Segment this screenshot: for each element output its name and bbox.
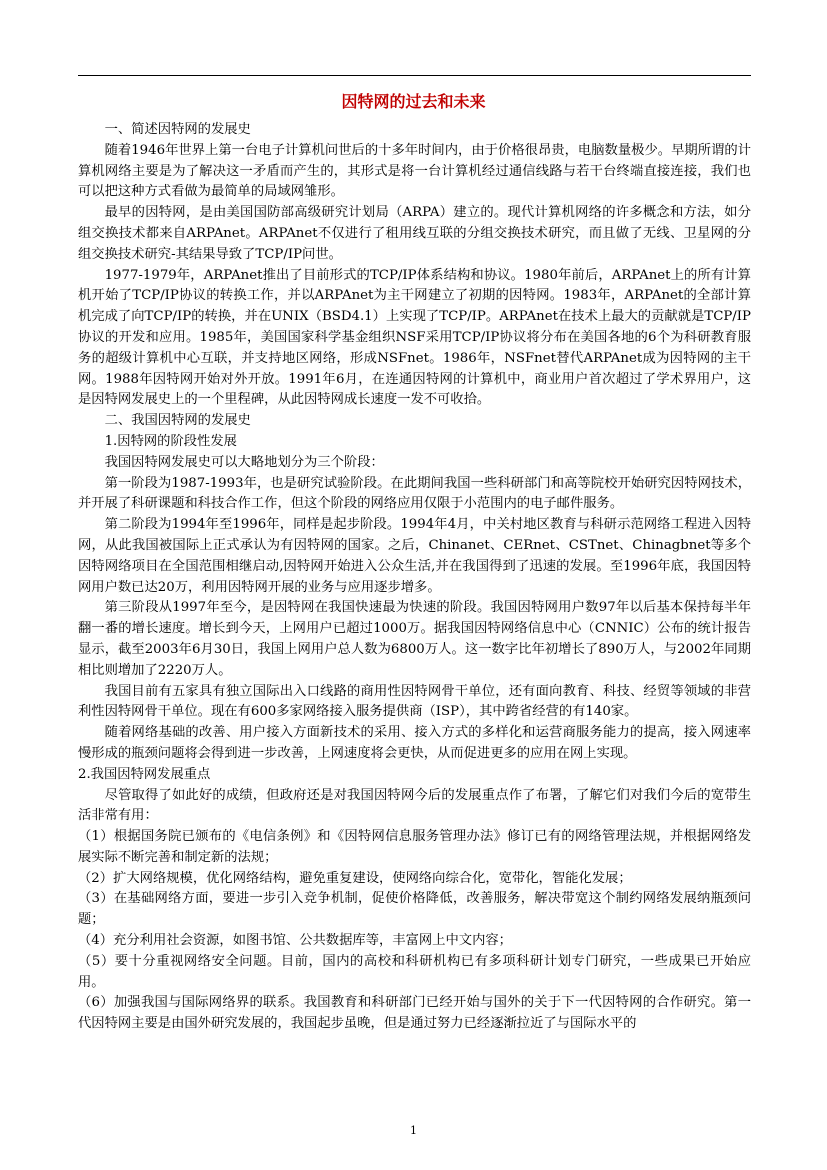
paragraph: 1.因特网的阶段性发展 — [104, 433, 237, 449]
paragraph: 第三阶段从1997年至今，是因特网在我国快速最为快速的阶段。我国因特网用户数97年以后基本保持每半年翻一番的增长速度。增长到今天，上网用户已超过1000万。据我国因特网络信息中心（CNNIC）公布的统计报告显示，截至2003年6月30日，我国上网用户总人数为6800万人。这一数字比年初增长了890万人，与2002年同期相比则增加了2220万人。 — [78, 600, 751, 678]
paragraph: 随着1946年世界上第一台电子计算机问世后的十多年时间内，由于价格很昂贵，电脑数量极少。早期所谓的计算机网络主要是为了解决这一矛盾而产生的，其形式是将一台计算机经过通信线路与若干台终端直接连接，我们也可以把这种方式看做为最简单的局域网雏形。 — [78, 142, 751, 200]
list-item: （2）扩大网络规模，优化网络结构，避免重复建设，使网络向综合化，宽带化，智能化发展； — [78, 870, 632, 886]
paragraph: 尽管取得了如此好的成绩，但政府还是对我国因特网今后的发展重点作了布署，了解它们对我们今后的宽带生活非常有用： — [78, 787, 751, 824]
page-number: 1 — [410, 1124, 417, 1137]
paragraph: 最早的因特网，是由美国国防部高级研究计划局（ARPA）建立的。现代计算机网络的许多概念和方法，如分组交换技术都来自ARPAnet。ARPAnet不仅进行了租用线互联的分组交换技术研究，而且做了无线、卫星网的分组交换技术研究-其结果导致了TCP/IP问世。 — [78, 205, 751, 262]
list-item: （1）根据国务院已颁布的《电信条例》和《因特网信息服务管理办法》修订已有的网络管理法规，并根据网络发展实际不断完善和制定新的法规； — [78, 829, 751, 865]
paragraph: 第二阶段为1994年至1996年，同样是起步阶段。1994年4月，中关村地区教育与科研示范网络工程进入因特网，从此我国被国际上正式承认为有因特网的国家。之后，Chinanet、CERnet、CSTnet、Chinagbnet等多个因特网络项目在全国范围相继启动,因特网开始进入公众生活,并在我国得到了迅速的发展。至1996年底，我国因特网用户数已达20万，利用因特网开展的业务与应用逐步增多。 — [78, 517, 751, 595]
paragraph: 第一阶段为1987-1993年，也是研究试验阶段。在此期间我国一些科研部门和高等院校开始研究因特网技术，并开展了科研课题和科技合作工作，但这个阶段的网络应用仅限于小范围内的电子邮件服务。 — [78, 475, 751, 512]
page-title: 因特网的过去和未来 — [341, 92, 486, 111]
section-heading: 2.我国因特网发展重点 — [78, 766, 211, 782]
paragraph: 1977-1979年，ARPAnet推出了目前形式的TCP/IP体系结构和协议。1980年前后，ARPAnet上的所有计算机开始了TCP/IP协议的转换工作，并以ARPAnet为主干网建立了初期的因特网。1983年，ARPAnet的全部计算机完成了向TCP/IP的转换，并在UNIX（BSD4.1）上实现了TCP/IP。ARPAnet在技术上最大的贡献就是TCP/IP协议的开发和应用。1985年，美国国家科学基金组织NSF采用TCP/IP协议将分布在美国各地的6个为科研教育服务的超级计算机中心互联，并支持地区网络，形成NSFnet。1986年，NSFnet替代ARPAnet成为因特网的主干网。1988年因特网开始对外开放。1991年6月，在连通因特网的计算机中，商业用户首次超过了学术界用户，这是因特网发展史上的一个里程碑，从此因特网成长速度一发不可收拾。 — [78, 267, 751, 408]
list-item: （4）充分利用社会资源，如图书馆、公共数据库等，丰富网上中文内容； — [78, 933, 512, 949]
list-item: （3）在基础网络方面，要进一步引入竞争机制，促使价格降低，改善服务，解决带宽这个制约网络发展纳瓶颈问题； — [78, 891, 751, 928]
header-rule — [78, 75, 751, 76]
paragraph: 我国目前有五家具有独立国际出入口线路的商用性因特网骨干单位，还有面向教育、科技、经贸等领域的非营利性因特网骨干单位。现在有600多家网络接入服务提供商（ISP），其中跨省经营的有140家。 — [78, 683, 751, 720]
paragraph: 我国因特网发展史可以大略地划分为三个阶段： — [104, 454, 384, 470]
document-body — [78, 120, 751, 1035]
list-item: （6）加强我国与国际网络界的联系。我国教育和科研部门已经开始与国外的关于下一代因特网的合作研究。第一代因特网主要是由国外研究发展的，我国起步虽晚，但是通过努力已经逐渐拉近了与国际水平的 — [78, 995, 751, 1032]
paragraph: 随着网络基础的改善、用户接入方面新技术的采用、接入方式的多样化和运营商服务能力的提高，接入网速率慢形成的瓶颈问题将会得到进一步改善，上网速度将会更快，从而促进更多的应用在网上实现。 — [78, 725, 751, 761]
paragraph: 二、我国因特网的发展史 — [104, 413, 251, 429]
paragraph: 一、简述因特网的发展史 — [104, 122, 251, 137]
list-item: （5）要十分重视网络安全问题。目前，国内的高校和科研机构已有多项科研计划专门研究，一些成果已开始应用。 — [78, 953, 751, 990]
